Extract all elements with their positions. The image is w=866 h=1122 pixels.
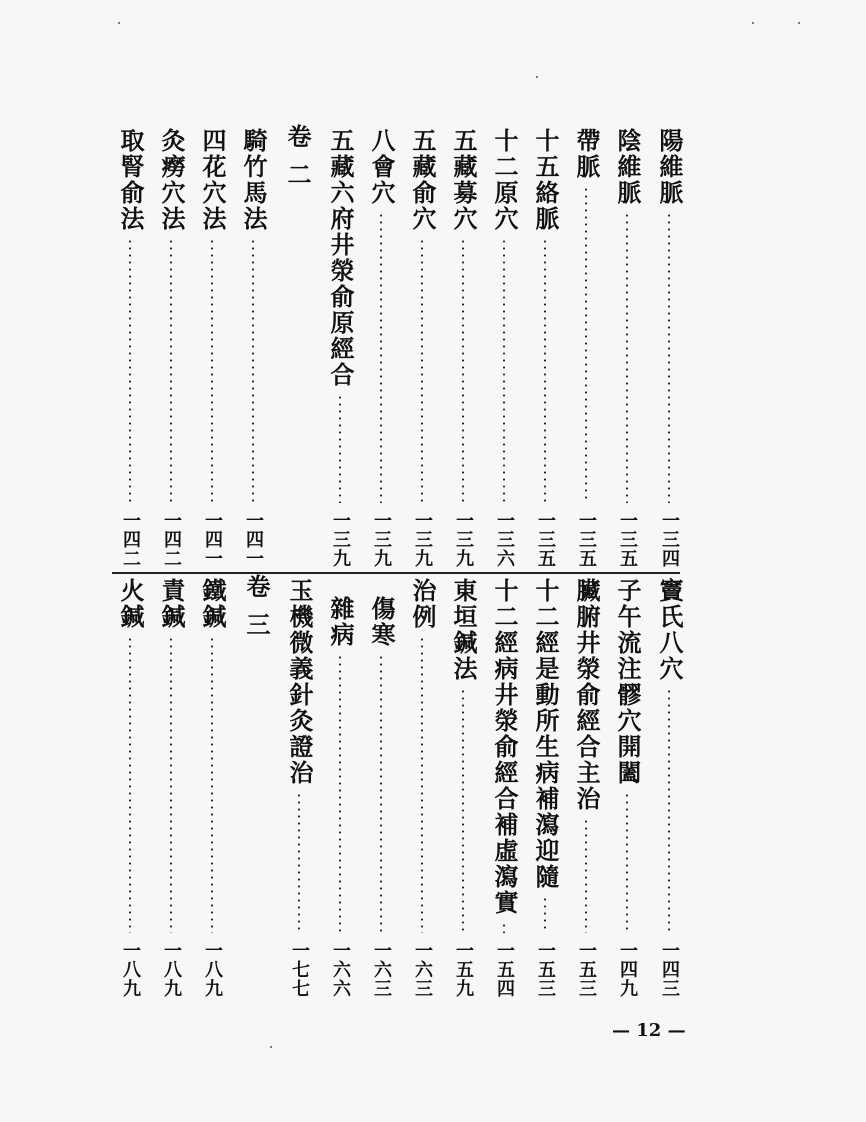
volume-heading: 卷二 <box>283 124 312 200</box>
toc-entry[interactable]: 四花穴法 一四一 <box>198 128 227 568</box>
leader-dots <box>339 394 341 503</box>
scan-speck <box>118 22 120 24</box>
toc-entry[interactable]: 陽維脈 一三四 <box>655 128 684 568</box>
leader-dots <box>421 238 423 503</box>
toc-entry[interactable]: 十二經是動所生病補瀉迎隨 一五三 <box>531 578 560 998</box>
leader-dots <box>668 212 670 503</box>
section-divider <box>112 572 680 574</box>
toc-lower-section <box>100 574 700 998</box>
leader-dots <box>585 186 587 503</box>
leader-dots <box>544 896 546 933</box>
leader-dots <box>339 654 341 933</box>
toc-upper-section <box>100 124 700 568</box>
leader-dots <box>544 238 546 503</box>
leader-dots <box>585 818 587 933</box>
toc-entry[interactable]: 十二原穴 一三六 <box>490 128 519 568</box>
toc-entry[interactable]: 玉機微義針灸證治 一七七 <box>285 578 314 998</box>
leader-dots <box>129 238 131 503</box>
scan-speck <box>798 22 800 24</box>
volume-heading: 卷三 <box>242 574 271 650</box>
leader-dots <box>129 636 131 933</box>
scan-speck <box>752 22 754 24</box>
leader-dots <box>211 238 213 503</box>
toc-entry[interactable]: 東垣鍼法 一五九 <box>449 578 478 998</box>
leader-dots <box>421 636 423 933</box>
leader-dots <box>170 238 172 503</box>
leader-dots <box>668 688 670 933</box>
leader-dots <box>252 238 254 503</box>
toc-entry[interactable]: 治例 一六三 <box>408 578 437 998</box>
toc-entry[interactable]: 臟腑井滎俞經合主治 一五三 <box>572 578 601 998</box>
leader-dots <box>626 792 628 933</box>
leader-dots <box>462 688 464 933</box>
leader-dots <box>626 212 628 503</box>
toc-entry[interactable]: 帶脈 一三五 <box>572 128 601 568</box>
toc-entry[interactable]: 責鍼 一八九 <box>157 578 186 998</box>
toc-entry[interactable]: 陰維脈 一三五 <box>613 128 642 568</box>
toc-entry[interactable]: 八會穴 一三九 <box>367 128 396 568</box>
toc-entry[interactable]: 五藏俞穴 一三九 <box>408 128 437 568</box>
leader-dots <box>298 792 300 933</box>
toc-entry[interactable]: 灸癆穴法 一四二 <box>157 128 186 568</box>
toc-entry[interactable]: 子午流注髎穴開闔 一四九 <box>613 578 642 998</box>
leader-dots <box>170 636 172 933</box>
scan-speck <box>270 1046 272 1048</box>
toc-entry[interactable]: 竇氏八穴 一四三 <box>655 578 684 998</box>
page-number: — 12 — <box>612 1020 686 1041</box>
leader-dots <box>462 238 464 503</box>
toc-entry[interactable]: 火鍼 一八九 <box>116 578 145 998</box>
toc-entry[interactable]: 鐵鍼 一八九 <box>198 578 227 998</box>
leader-dots <box>503 922 505 933</box>
leader-dots <box>503 238 505 503</box>
toc-entry[interactable]: 五藏六府井滎俞原經合 一三九 <box>326 128 355 568</box>
leader-dots <box>211 636 213 933</box>
leader-dots <box>380 212 382 503</box>
toc-entry[interactable]: 十二經病井滎俞經合補虛瀉實 一五四 <box>490 578 519 998</box>
leader-dots <box>380 654 382 933</box>
toc-entry[interactable]: 五藏募穴 一三九 <box>449 128 478 568</box>
toc-entry[interactable]: 取腎俞法 一四二 <box>116 128 145 568</box>
toc-entry[interactable]: 騎竹馬法 一四一 <box>239 128 268 568</box>
scan-speck <box>536 76 538 78</box>
toc-entry[interactable]: 雜病 一六六 <box>326 596 355 998</box>
toc-entry[interactable]: 傷寒 一六三 <box>367 596 396 998</box>
toc-entry[interactable]: 十五絡脈 一三五 <box>531 128 560 568</box>
